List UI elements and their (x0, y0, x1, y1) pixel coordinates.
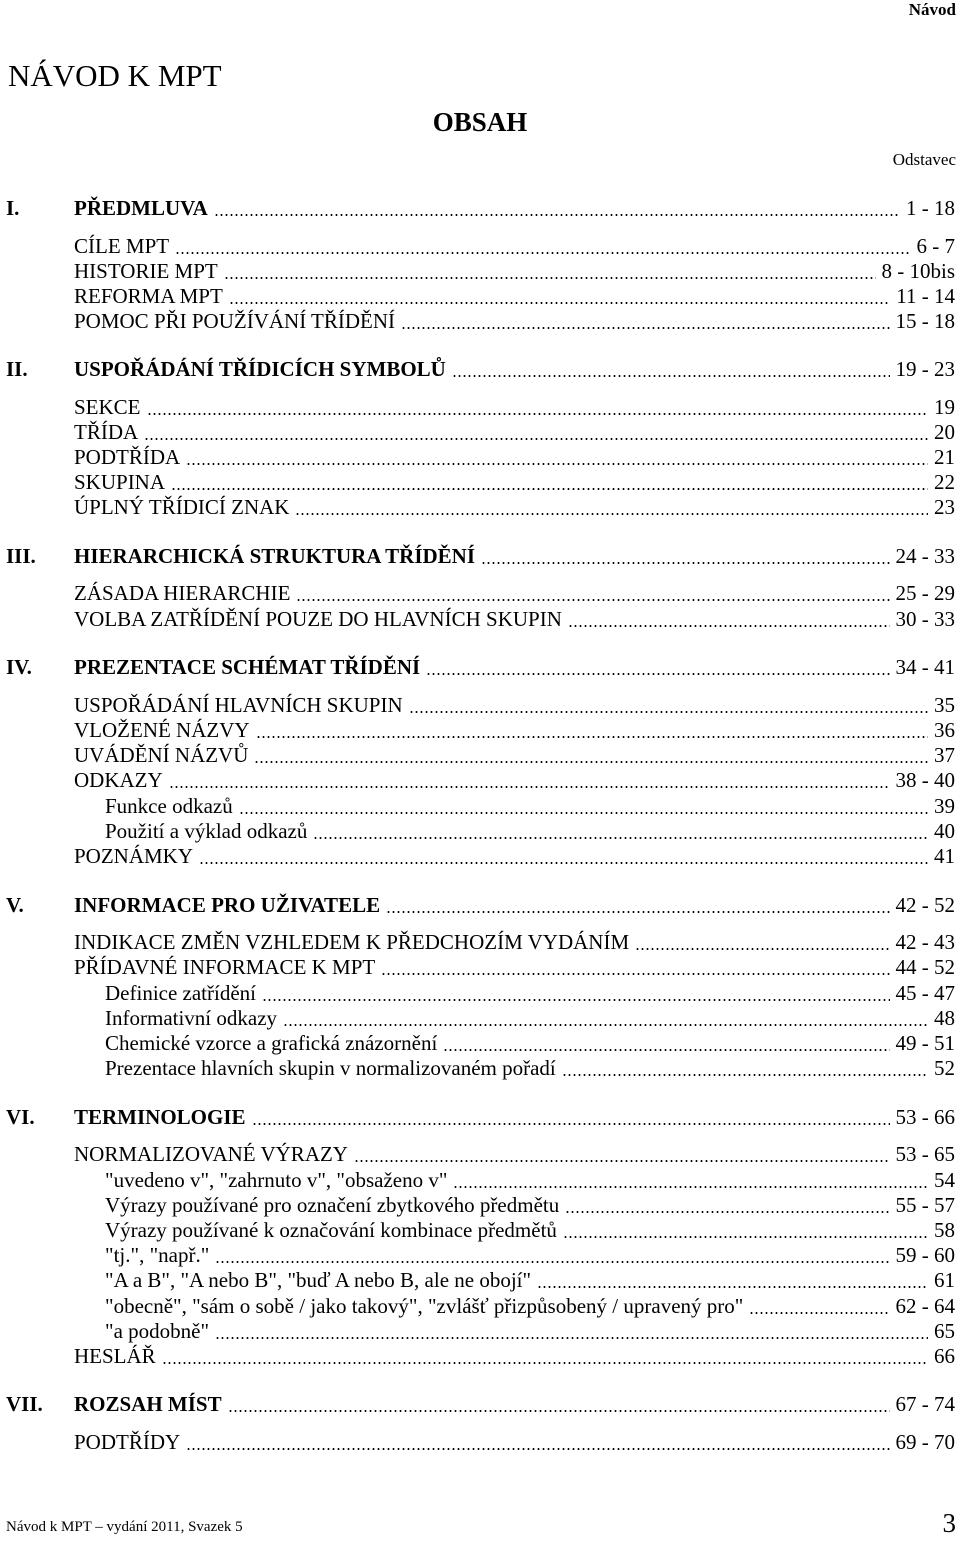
dot-leader (199, 862, 928, 864)
entry-title: "uvedeno v", "zahrnuto v", "obsaženo v" (105, 1168, 448, 1192)
paragraph-range: 24 - 33 (895, 544, 955, 568)
paragraph-range: 8 - 10bis (881, 259, 955, 283)
toc-entry[interactable] (0, 693, 955, 718)
entry-title: REFORMA MPT (74, 284, 223, 308)
chapter-title: PŘEDMLUVA (74, 196, 208, 220)
chapter-title: INFORMACE PRO UŽIVATELE (74, 893, 381, 917)
paragraph-range: 35 (934, 693, 955, 717)
paragraph-range: 54 (934, 1168, 955, 1192)
toc-entry[interactable] (0, 420, 955, 445)
entry-title: "tj.", "např." (105, 1243, 210, 1267)
entry-title: SEKCE (74, 395, 141, 419)
paragraph-range: 55 - 57 (895, 1193, 955, 1217)
paragraph-column-label: Odstavec (892, 150, 956, 169)
entry-title: SKUPINA (74, 470, 166, 494)
toc-entry[interactable] (0, 284, 955, 309)
document-title: NÁVOD K MPT (8, 58, 222, 93)
toc-entry[interactable] (0, 1344, 955, 1369)
paragraph-range: 59 - 60 (895, 1243, 955, 1267)
paragraph-range: 19 - 23 (895, 357, 955, 381)
dot-leader (256, 736, 928, 738)
toc-entry[interactable] (0, 309, 955, 334)
entry-title: POZNÁMKY (74, 844, 194, 868)
paragraph-range: 11 - 14 (896, 284, 955, 308)
chapter-title: ROZSAH MÍST (74, 1392, 222, 1416)
toc-entry[interactable] (0, 395, 955, 420)
entry-title: PŘÍDAVNÉ INFORMACE K MPT (74, 955, 376, 979)
dot-leader (215, 1337, 928, 1339)
entry-title: Definice zatřídění (105, 981, 256, 1005)
entry-title: Použití a výklad odkazů (105, 819, 308, 843)
entry-title: UVÁDĚNÍ NÁZVŮ (74, 743, 249, 767)
dot-leader (175, 252, 910, 254)
dot-leader (453, 1186, 928, 1188)
paragraph-range: 67 - 74 (895, 1392, 955, 1416)
toc-entry[interactable] (0, 1430, 955, 1455)
dot-leader (186, 463, 928, 465)
paragraph-range: 58 (934, 1218, 955, 1242)
paragraph-range: 69 - 70 (895, 1430, 955, 1454)
toc-subentry[interactable] (0, 981, 955, 1006)
entry-title: "a podobně" (105, 1319, 210, 1343)
dot-leader (381, 973, 889, 975)
toc-chapter[interactable] (0, 1105, 955, 1130)
paragraph-range: 23 (934, 495, 955, 519)
dot-leader (262, 999, 890, 1001)
contents-heading: OBSAH (432, 107, 528, 137)
chapter-number: II. (6, 357, 28, 381)
paragraph-range: 39 (934, 794, 955, 818)
paragraph-range: 42 - 52 (895, 893, 955, 917)
toc-entry[interactable] (0, 234, 955, 259)
toc-chapter[interactable] (0, 893, 955, 918)
paragraph-range: 48 (934, 1006, 955, 1030)
toc-entry[interactable] (0, 844, 955, 869)
toc-subentry[interactable] (0, 1319, 955, 1344)
toc-subentry[interactable] (0, 1168, 955, 1193)
entry-title: Výrazy používané k označování kombinace předmětů (105, 1218, 557, 1242)
chapter-number: VI. (6, 1105, 35, 1129)
dot-leader (224, 277, 876, 279)
entry-title: PODTŘÍDY (74, 1430, 181, 1454)
dot-leader (537, 1286, 928, 1288)
paragraph-range: 15 - 18 (895, 309, 955, 333)
entry-title: POMOC PŘI POUŽÍVÁNÍ TŘÍDĚNÍ (74, 309, 396, 333)
dot-leader (228, 1410, 890, 1412)
toc-subentry[interactable] (0, 794, 955, 819)
entry-title: Informativní odkazy (105, 1006, 278, 1030)
chapter-title: USPOŘÁDÁNÍ TŘÍDICÍCH SYMBOLŮ (74, 357, 446, 381)
chapter-number: V. (6, 893, 24, 917)
paragraph-range: 40 (934, 819, 955, 843)
entry-title: INDIKACE ZMĚN VZHLEDEM K PŘEDCHOZÍM VYDÁNÍM (74, 930, 630, 954)
entry-title: VOLBA ZATŘÍDĚNÍ POUZE DO HLAVNÍCH SKUPIN (74, 607, 562, 631)
dot-leader (565, 1211, 889, 1213)
entry-title: Výrazy používané pro označení zbytkového předmětu (105, 1193, 560, 1217)
paragraph-range: 36 (934, 718, 955, 742)
dot-leader (409, 711, 928, 713)
dot-leader (452, 375, 890, 377)
dot-leader (562, 1074, 928, 1076)
chapter-number: I. (6, 196, 20, 220)
paragraph-range: 62 - 64 (895, 1294, 955, 1318)
toc-chapter[interactable] (0, 357, 955, 382)
paragraph-range: 6 - 7 (916, 234, 955, 258)
toc-subentry[interactable] (0, 1218, 955, 1243)
dot-leader (563, 1236, 928, 1238)
running-header: Návod (908, 0, 956, 19)
toc-subentry[interactable] (0, 1006, 955, 1031)
dot-leader (481, 562, 889, 564)
dot-leader (354, 1160, 890, 1162)
toc-subentry[interactable] (0, 1294, 955, 1319)
entry-title: VLOŽENÉ NÁZVY (74, 718, 250, 742)
entry-title: CÍLE MPT (74, 234, 170, 258)
entry-title: ZÁSADA HIERARCHIE (74, 581, 291, 605)
chapter-number: IV. (6, 655, 32, 679)
entry-title: NORMALIZOVANÉ VÝRAZY (74, 1142, 348, 1166)
dot-leader (252, 1123, 890, 1125)
toc-entry[interactable] (0, 955, 955, 980)
toc-chapter[interactable] (0, 196, 955, 221)
paragraph-range: 45 - 47 (895, 981, 955, 1005)
paragraph-range: 53 - 65 (895, 1142, 955, 1166)
dot-leader (144, 438, 928, 440)
toc-entry[interactable] (0, 495, 955, 520)
entry-title: "A a B", "A nebo B", "buď A nebo B, ale ne obojí" (105, 1268, 532, 1292)
paragraph-range: 20 (934, 420, 955, 444)
toc-subentry[interactable] (0, 1056, 955, 1081)
paragraph-range: 41 (934, 844, 955, 868)
dot-leader (186, 1448, 889, 1450)
page-number: 3 (942, 1508, 956, 1538)
dot-leader (443, 1049, 889, 1051)
toc-entry[interactable] (0, 718, 955, 743)
toc-subentry[interactable] (0, 819, 955, 844)
toc-chapter[interactable] (0, 1392, 955, 1417)
toc-subentry[interactable] (0, 1193, 955, 1218)
dot-leader (401, 327, 889, 329)
paragraph-range: 65 (934, 1319, 955, 1343)
dot-leader (169, 786, 890, 788)
toc-chapter[interactable] (0, 655, 955, 680)
toc-subentry[interactable] (0, 1243, 955, 1268)
paragraph-range: 42 - 43 (895, 930, 955, 954)
dot-leader (162, 1362, 928, 1364)
dot-leader (254, 761, 928, 763)
paragraph-range: 34 - 41 (895, 655, 955, 679)
footer-edition: Návod k MPT – vydání 2011, Svazek 5 (6, 1519, 243, 1535)
paragraph-range: 37 (934, 743, 955, 767)
dot-leader (239, 812, 928, 814)
entry-title: ODKAZY (74, 768, 163, 792)
toc-chapter[interactable] (0, 544, 955, 569)
paragraph-range: 30 - 33 (895, 607, 955, 631)
toc-entry[interactable] (0, 743, 955, 768)
paragraph-range: 53 - 66 (895, 1105, 955, 1129)
dot-leader (568, 625, 890, 627)
paragraph-range: 22 (934, 470, 955, 494)
paragraph-range: 66 (934, 1344, 955, 1368)
entry-title: Funkce odkazů (105, 794, 233, 818)
chapter-number: VII. (6, 1392, 43, 1416)
entry-title: HESLÁŘ (74, 1344, 156, 1368)
dot-leader (215, 1261, 889, 1263)
paragraph-range: 49 - 51 (895, 1031, 955, 1055)
toc-subentry[interactable] (0, 1268, 955, 1293)
toc-entry[interactable] (0, 930, 955, 955)
paragraph-range: 1 - 18 (906, 196, 955, 220)
dot-leader (229, 302, 890, 304)
dot-leader (313, 837, 928, 839)
paragraph-range: 21 (934, 445, 955, 469)
chapter-number: III. (6, 544, 36, 568)
entry-title: PODTŘÍDA (74, 445, 181, 469)
dot-leader (635, 948, 889, 950)
toc-entry[interactable] (0, 445, 955, 470)
toc-entry[interactable] (0, 768, 955, 793)
paragraph-range: 44 - 52 (895, 955, 955, 979)
chapter-title: TERMINOLOGIE (74, 1105, 246, 1129)
dot-leader (386, 911, 889, 913)
entry-title: Chemické vzorce a grafická znázornění (105, 1031, 438, 1055)
dot-leader (171, 488, 928, 490)
toc-entry[interactable] (0, 581, 955, 606)
dot-leader (214, 214, 900, 216)
toc-subentry[interactable] (0, 1031, 955, 1056)
paragraph-range: 38 - 40 (895, 768, 955, 792)
dot-leader (749, 1312, 889, 1314)
paragraph-range: 52 (934, 1056, 955, 1080)
paragraph-range: 61 (934, 1268, 955, 1292)
entry-title: TŘÍDA (74, 420, 139, 444)
dot-leader (295, 513, 928, 515)
paragraph-range: 19 (934, 395, 955, 419)
toc-entry[interactable] (0, 607, 955, 632)
dot-leader (426, 673, 889, 675)
chapter-title: PREZENTACE SCHÉMAT TŘÍDĚNÍ (74, 655, 421, 679)
dot-leader (147, 413, 928, 415)
entry-title: USPOŘÁDÁNÍ HLAVNÍCH SKUPIN (74, 693, 403, 717)
paragraph-range: 25 - 29 (895, 581, 955, 605)
toc-entry[interactable] (0, 259, 955, 284)
chapter-title: HIERARCHICKÁ STRUKTURA TŘÍDĚNÍ (74, 544, 476, 568)
toc-entry[interactable] (0, 1142, 955, 1167)
entry-title: ÚPLNÝ TŘÍDICÍ ZNAK (74, 495, 290, 519)
entry-title: Prezentace hlavních skupin v normalizovaném pořadí (105, 1056, 556, 1080)
entry-title: "obecně", "sám o sobě / jako takový", "zvlášť přizpůsobený / upravený pro" (105, 1294, 744, 1318)
dot-leader (296, 599, 889, 601)
toc-entry[interactable] (0, 470, 955, 495)
dot-leader (283, 1024, 928, 1026)
entry-title: HISTORIE MPT (74, 259, 218, 283)
